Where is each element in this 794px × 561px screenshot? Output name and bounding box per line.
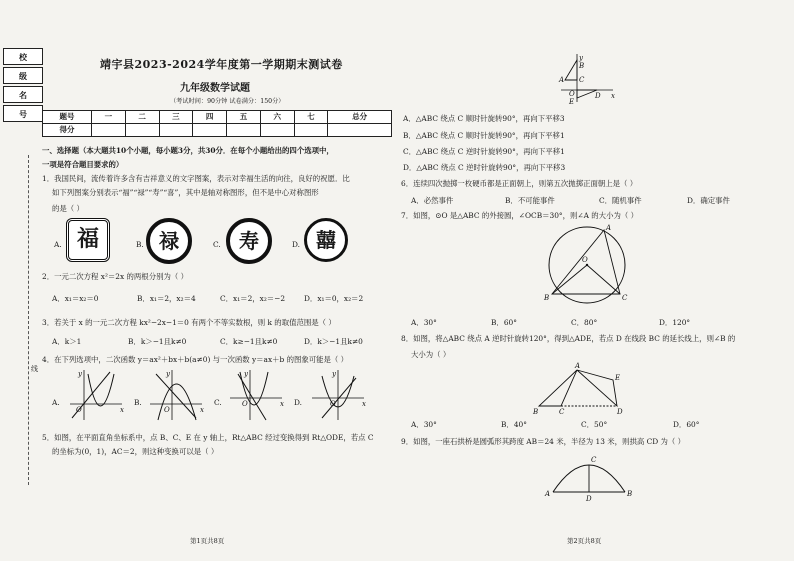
q3-stem: 3．若关于 x 的一元二次方程 kx²−2x−1＝0 有两个不等实数根，则 k 的取值范围是（ ） <box>42 318 336 327</box>
score-cell: 题号 <box>43 111 92 124</box>
q7-option-d[interactable]: D．120° <box>659 318 691 327</box>
binding-cell: 校 <box>3 48 43 65</box>
fig-label: C <box>559 408 565 416</box>
score-table <box>42 110 392 137</box>
score-table-score-row <box>43 124 392 137</box>
q6-option-b[interactable]: B．不可能事件 <box>505 196 555 205</box>
q4-option-a-label: A. <box>52 398 60 407</box>
axis-label-y: y <box>244 370 248 378</box>
fig-label: A <box>575 362 581 370</box>
q1-option-c-label: C. <box>213 240 221 249</box>
q4-option-b-label: B. <box>134 398 142 407</box>
axis-label-x: x <box>280 400 284 408</box>
fig-label: C <box>579 76 585 84</box>
fig-label: D <box>595 92 601 100</box>
axis-label-y: y <box>166 370 170 378</box>
score-input-cell[interactable] <box>159 124 193 137</box>
q3-option-b[interactable]: B．k＞−1且k≠0 <box>128 337 187 346</box>
q2-option-c[interactable]: C．x₁＝2，x₂＝−2 <box>220 294 286 303</box>
binding-cell: 级 <box>3 67 43 84</box>
fig-label: O <box>569 90 575 98</box>
score-table-header-row <box>43 111 392 124</box>
lu-glyph-icon: 禄 <box>146 218 192 264</box>
q8-option-d[interactable]: D．60° <box>673 420 700 429</box>
q2-option-d[interactable]: D．x₁＝0，x₂＝2 <box>304 294 364 303</box>
axis-label-o: O <box>330 400 336 408</box>
axis-label-o: O <box>164 406 170 414</box>
q1-line3: 的是（ ） <box>52 204 84 213</box>
fig-label: A <box>606 224 612 232</box>
exam-info: （考试时间：90分钟 试卷满分：150分） <box>170 98 285 105</box>
score-input-cell[interactable] <box>227 124 261 137</box>
q8-figure <box>535 364 635 414</box>
fig-label: C <box>591 456 597 464</box>
q1-option-b-label: B. <box>136 240 144 249</box>
q5-option-b[interactable]: B．△ABC 绕点 C 顺时针旋转90°，再向下平移1 <box>403 131 565 140</box>
subject-title: 九年级数学试题 <box>180 83 250 94</box>
q4-graph-b <box>146 368 206 424</box>
q7-figure <box>542 220 632 310</box>
page-footer-right: 第2页共8页 <box>567 537 602 545</box>
exam-title: 靖宇县2023-2024学年度第一学期期末测试卷 <box>100 58 343 71</box>
score-cell: 二 <box>125 111 159 124</box>
q4-option-d-label: D. <box>294 398 303 407</box>
q6-option-c[interactable]: C．随机事件 <box>599 196 642 205</box>
score-input-cell[interactable] <box>193 124 227 137</box>
shou-glyph-icon: 寿 <box>226 218 272 264</box>
binding-line-mark: 线 <box>31 365 38 373</box>
q9-stem: 9．如图，一座石拱桥是圆弧形其跨度 AB＝24 米，半径为 13 米，则拱高 CD 为（ ） <box>401 437 686 446</box>
q3-option-a[interactable]: A．k＞1 <box>52 337 82 346</box>
fig-label: B <box>627 490 633 498</box>
q7-stem: 7．如图，⊙O 是△ABC 的外接圆，∠OCB＝30°，则∠A 的大小为（ ） <box>401 211 638 220</box>
q7-option-b[interactable]: B．60° <box>491 318 517 327</box>
section1-line1: 一、选择题（本大题共10个小题，每小题3分，共30分．在每个小题给出的四个选项中， <box>42 146 334 155</box>
q5-option-d[interactable]: D．△ABC 绕点 C 逆时针旋转90°，再向下平移3 <box>403 163 566 172</box>
fig-label: B <box>533 408 539 416</box>
fig-label: E <box>615 374 621 382</box>
q4-graph-a <box>66 368 126 424</box>
fig-label: C <box>622 294 628 302</box>
score-input-cell[interactable] <box>328 124 392 137</box>
axis-label-y: y <box>332 370 336 378</box>
axis-label-o: O <box>242 400 248 408</box>
fu-glyph-icon: 福 <box>66 218 110 262</box>
score-cell: 三 <box>159 111 193 124</box>
xi-glyph-icon: 囍 <box>304 218 348 262</box>
fig-label: B <box>579 62 585 70</box>
binding-strip <box>3 48 43 124</box>
q5-figure <box>557 54 617 104</box>
q6-option-d[interactable]: D．确定事件 <box>687 196 730 205</box>
fig-label: y <box>579 54 583 62</box>
q3-option-d[interactable]: D．k＞−1且k≠0 <box>304 337 363 346</box>
score-input-cell[interactable] <box>125 124 159 137</box>
q3-option-c[interactable]: C．k≥−1且k≠0 <box>220 337 278 346</box>
q8-option-b[interactable]: B．40° <box>501 420 527 429</box>
q2-stem: 2．一元二次方程 x²＝2x 的两根分别为（ ） <box>42 272 189 281</box>
q2-option-b[interactable]: B．x₁＝2，x₂＝4 <box>137 294 196 303</box>
q5-option-a[interactable]: A．△ABC 绕点 C 顺时针旋转90°，再向下平移3 <box>403 114 565 123</box>
q6-option-a[interactable]: A．必然事件 <box>411 196 454 205</box>
score-cell: 一 <box>92 111 126 124</box>
binding-cell: 名 <box>3 86 43 103</box>
axis-label-o: O <box>76 406 82 414</box>
q6-stem: 6．连续四次抛掷一枚硬币都是正面朝上，则第五次抛掷正面朝上是（ ） <box>401 179 638 188</box>
fig-label: D <box>617 408 623 416</box>
q9-figure <box>545 452 633 503</box>
page-footer-left: 第1页共8页 <box>190 537 225 545</box>
score-cell: 四 <box>193 111 227 124</box>
fig-label: A <box>559 76 565 84</box>
axis-label-x: x <box>200 406 204 414</box>
fig-label: O <box>582 256 588 264</box>
q7-option-a[interactable]: A．30° <box>411 318 437 327</box>
score-input-cell[interactable] <box>294 124 328 137</box>
fig-label: x <box>611 92 615 100</box>
binding-dashed-line <box>28 155 29 485</box>
score-input-cell[interactable] <box>260 124 294 137</box>
q5-line1: 5．如图，在平面直角坐标系中，点 B、C、E 在 y 轴上，Rt△ABC 经过变换得到 Rt△ODE，若点 C <box>42 433 374 442</box>
axis-label-x: x <box>362 400 366 408</box>
q1-line2: 如下列图案分别表示“福”“禄”“寿”“喜”，其中是轴对称图形，但不是中心对称图形 <box>52 188 319 197</box>
fig-label: B <box>544 294 550 302</box>
score-cell: 六 <box>260 111 294 124</box>
q4-graph-c <box>226 368 286 424</box>
q4-option-c-label: C. <box>214 398 222 407</box>
q1-line1: 1．我国民间，流传着许多含有吉祥意义的文字图案，表示对幸福生活的向往，良好的祝愿．比 <box>42 174 350 183</box>
binding-cell: 号 <box>3 105 43 122</box>
score-cell: 得分 <box>43 124 92 137</box>
q8-line1: 8．如图，将△ABC 绕点 A 逆时针旋转120°，得到△ADE，若点 D 在线段 BC 的延长线上，则∠B 的 <box>401 334 736 343</box>
score-cell: 五 <box>227 111 261 124</box>
score-cell: 七 <box>294 111 328 124</box>
q5-option-c[interactable]: C．△ABC 绕点 C 逆时针旋转90°，再向下平移1 <box>403 147 565 156</box>
fig-label: D <box>586 495 592 503</box>
axis-label-x: x <box>120 406 124 414</box>
q4-graph-d <box>308 368 368 424</box>
fig-label: A <box>545 490 551 498</box>
fig-label: E <box>569 98 575 106</box>
q2-option-a[interactable]: A．x₁＝x₂＝0 <box>52 294 99 303</box>
section1-line2: 一项是符合题目要求的） <box>42 160 124 169</box>
q8-option-a[interactable]: A．30° <box>411 420 437 429</box>
q8-option-c[interactable]: C．50° <box>581 420 608 429</box>
q8-line2: 大小为（ ） <box>411 350 451 359</box>
axis-label-y: y <box>78 370 82 378</box>
q1-option-a-label: A. <box>54 240 62 249</box>
q4-stem: 4．在下列选项中，二次函数 y＝ax²＋bx＋b(a≠0) 与一次函数 y＝ax＋b 的图象可能是（ ） <box>42 355 349 364</box>
score-cell: 总分 <box>328 111 392 124</box>
q5-line2: 的坐标为(0，1)，AC＝2，则这种变换可以是（ ） <box>52 447 219 456</box>
q1-option-d-label: D. <box>292 240 301 249</box>
score-input-cell[interactable] <box>92 124 126 137</box>
q7-option-c[interactable]: C．80° <box>571 318 598 327</box>
